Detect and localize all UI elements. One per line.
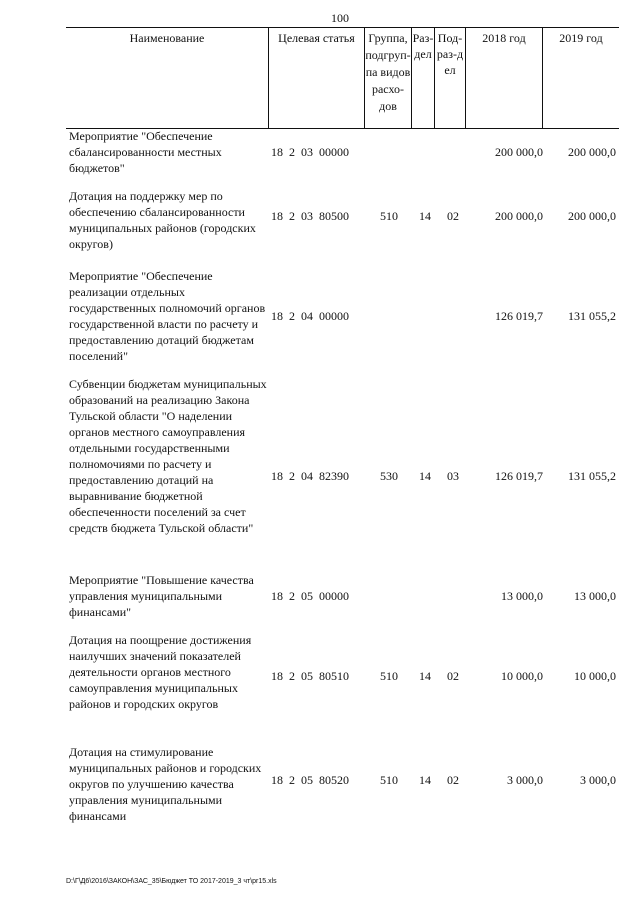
row-razdel: 14 bbox=[419, 469, 431, 483]
row-podrazdel: 03 bbox=[447, 469, 459, 483]
row-name: Мероприятие "Повышение качества управления муниципальными финансами" bbox=[69, 573, 254, 619]
row-value-2018: 126 019,7 bbox=[495, 469, 543, 483]
row-razdel: 14 bbox=[419, 209, 431, 223]
row-value-2018: 200 000,0 bbox=[495, 145, 543, 159]
row-razdel: 14 bbox=[419, 773, 431, 787]
row-target-code: 18 2 05 80510 bbox=[271, 669, 349, 683]
row-target-code: 18 2 03 00000 bbox=[271, 145, 349, 159]
row-value-2019: 200 000,0 bbox=[568, 209, 616, 223]
header-group: Группа, подгруп-па видов расхо-дов bbox=[365, 31, 411, 113]
row-target-code: 18 2 03 80500 bbox=[271, 209, 349, 223]
row-value-2019: 200 000,0 bbox=[568, 145, 616, 159]
table-header bbox=[66, 27, 619, 129]
row-value-2018: 126 019,7 bbox=[495, 309, 543, 323]
row-value-2018: 10 000,0 bbox=[501, 669, 543, 683]
page-number: 100 bbox=[331, 11, 349, 25]
row-group: 510 bbox=[380, 209, 398, 223]
header-podrazdel: Под-раз-дел bbox=[436, 31, 464, 77]
row-group: 530 bbox=[380, 469, 398, 483]
row-razdel: 14 bbox=[419, 669, 431, 683]
row-value-2018: 200 000,0 bbox=[495, 209, 543, 223]
row-podrazdel: 02 bbox=[447, 669, 459, 683]
row-value-2019: 3 000,0 bbox=[580, 773, 616, 787]
row-value-2019: 131 055,2 bbox=[568, 469, 616, 483]
row-name: Дотация на поддержку мер по обеспечению сбалансированности муниципальных районов (городских округов) bbox=[69, 189, 256, 251]
header-year-2018: 2018 год bbox=[482, 31, 526, 45]
row-value-2018: 13 000,0 bbox=[501, 589, 543, 603]
header-target: Целевая статья bbox=[278, 31, 355, 45]
row-value-2018: 3 000,0 bbox=[507, 773, 543, 787]
row-target-code: 18 2 05 80520 bbox=[271, 773, 349, 787]
row-group: 510 bbox=[380, 669, 398, 683]
row-name: Дотация на стимулирование муниципальных районов и городских округов по улучшению качества управления муниципальными финансами bbox=[69, 745, 262, 823]
row-target-code: 18 2 04 00000 bbox=[271, 309, 349, 323]
row-name: Субвенции бюджетам муниципальных образований на реализацию Закона Тульской области "О наделении органов местного самоуправления отдельными государственными полномочиями по расчету и предоставлению дотаций на выравнивание бюджетной обеспеченности поселений за счет средств бюджета Тульской области" bbox=[69, 377, 267, 535]
file-path-footer: D:\Г\Д6\2016\ЗАКОН\ЗАС_35\Бюджет ТО 2017-2019_3 чт\pr15.xls bbox=[66, 878, 277, 885]
row-value-2019: 13 000,0 bbox=[574, 589, 616, 603]
header-razdel: Раз-дел bbox=[412, 31, 434, 61]
header-year-2019: 2019 год bbox=[559, 31, 603, 45]
row-target-code: 18 2 04 82390 bbox=[271, 469, 349, 483]
row-name: Дотация на поощрение достижения наилучших значений показателей деятельности органов местного самоуправления муниципальных районов и городских округов bbox=[69, 633, 252, 711]
row-podrazdel: 02 bbox=[447, 773, 459, 787]
row-name: Мероприятие "Обеспечение сбалансированности местных бюджетов" bbox=[69, 129, 222, 175]
row-podrazdel: 02 bbox=[447, 209, 459, 223]
header-name: Наименование bbox=[129, 31, 205, 45]
row-value-2019: 10 000,0 bbox=[574, 669, 616, 683]
row-value-2019: 131 055,2 bbox=[568, 309, 616, 323]
row-target-code: 18 2 05 00000 bbox=[271, 589, 349, 603]
row-group: 510 bbox=[380, 773, 398, 787]
row-name: Мероприятие "Обеспечение реализации отдельных государственных полномочий органов государственной власти по расчету и предоставлению дотаций бюджетам поселений" bbox=[69, 269, 266, 363]
